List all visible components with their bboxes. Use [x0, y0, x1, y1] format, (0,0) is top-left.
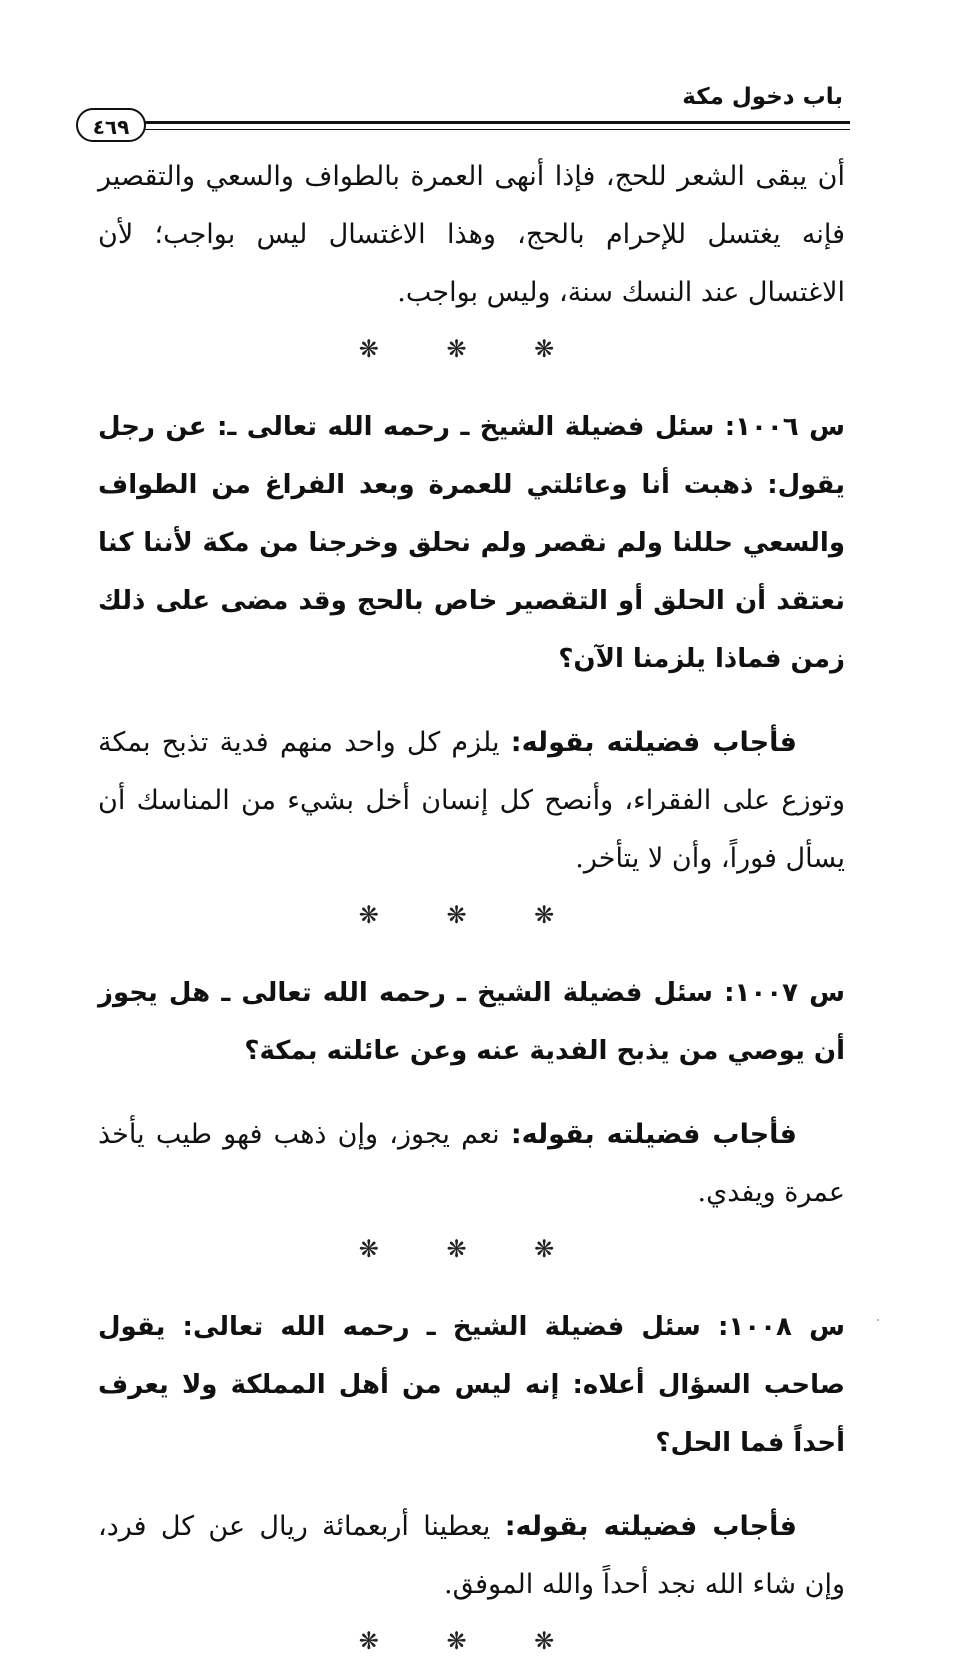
page-body	[98, 148, 845, 1668]
page-number: ٤٦٩	[76, 108, 146, 142]
section-separator: ❋ ❋ ❋	[358, 1627, 585, 1655]
section-separator: ❋ ❋ ❋	[358, 1235, 585, 1263]
answer-1008	[98, 1498, 845, 1614]
answer-text: يلزم كل واحد منهم فدية تذبح بمكة وتوزع على الفقراء، وأنصح كل إنسان أخل بشيء من المناسك أن يسأل فوراً، وأن لا يتأخر.	[98, 727, 845, 874]
answer-text: يعطينا أربعمائة ريال عن كل فرد، وإن شاء الله نجد أحداً والله الموفق.	[98, 1511, 845, 1600]
question-1008: س ١٠٠٨: سئل فضيلة الشيخ ـ رحمه الله تعالى: يقول صاحب السؤال أعلاه: إنه ليس من أهل المملكة ولا يعرف أحداً فما الحل؟	[98, 1312, 845, 1458]
answer-lead: فأجاب فضيلته بقوله:	[510, 1119, 797, 1150]
question-1006: س ١٠٠٦: سئل فضيلة الشيخ ـ رحمه الله تعالى ـ: عن رجل يقول: ذهبت أنا وعائلتي للعمرة وبعد الفراغ من الطواف والسعي حللنا ولم نقصر ولم نحلق وخرجنا من مكة لأننا كنا نعتقد أن الحلق أو التقصير خاص بالحج وقد مضى على ذلك زمن فماذا يلزمنا الآن؟	[98, 412, 845, 674]
intro-paragraph: أن يبقى الشعر للحج، فإذا أنهى العمرة بالطواف والسعي والتقصير فإنه يغتسل للإحرام بالحج، وهذا الاغتسال ليس بواجب؛ لأن الاغتسال عند النسك سنة، وليس بواجب.	[98, 161, 845, 308]
answer-1007	[98, 1106, 845, 1222]
section-separator: ❋ ❋ ❋	[358, 901, 585, 929]
answer-lead: فأجاب فضيلته بقوله:	[504, 1511, 797, 1542]
answer-1006	[98, 714, 845, 888]
chapter-title: باب دخول مكة	[682, 84, 843, 110]
scan-speck	[877, 1319, 879, 1321]
answer-text: نعم يجوز، وإن ذهب فهو طيب يأخذ عمرة ويفدي.	[98, 1119, 845, 1208]
question-1007: س ١٠٠٧: سئل فضيلة الشيخ ـ رحمه الله تعالى ـ هل يجوز أن يوصي من يذبح الفدية عنه وعن عائلته بمكة؟	[98, 978, 845, 1066]
section-separator: ❋ ❋ ❋	[358, 335, 585, 363]
header-rule	[140, 121, 850, 130]
answer-lead: فأجاب فضيلته بقوله:	[510, 727, 797, 758]
